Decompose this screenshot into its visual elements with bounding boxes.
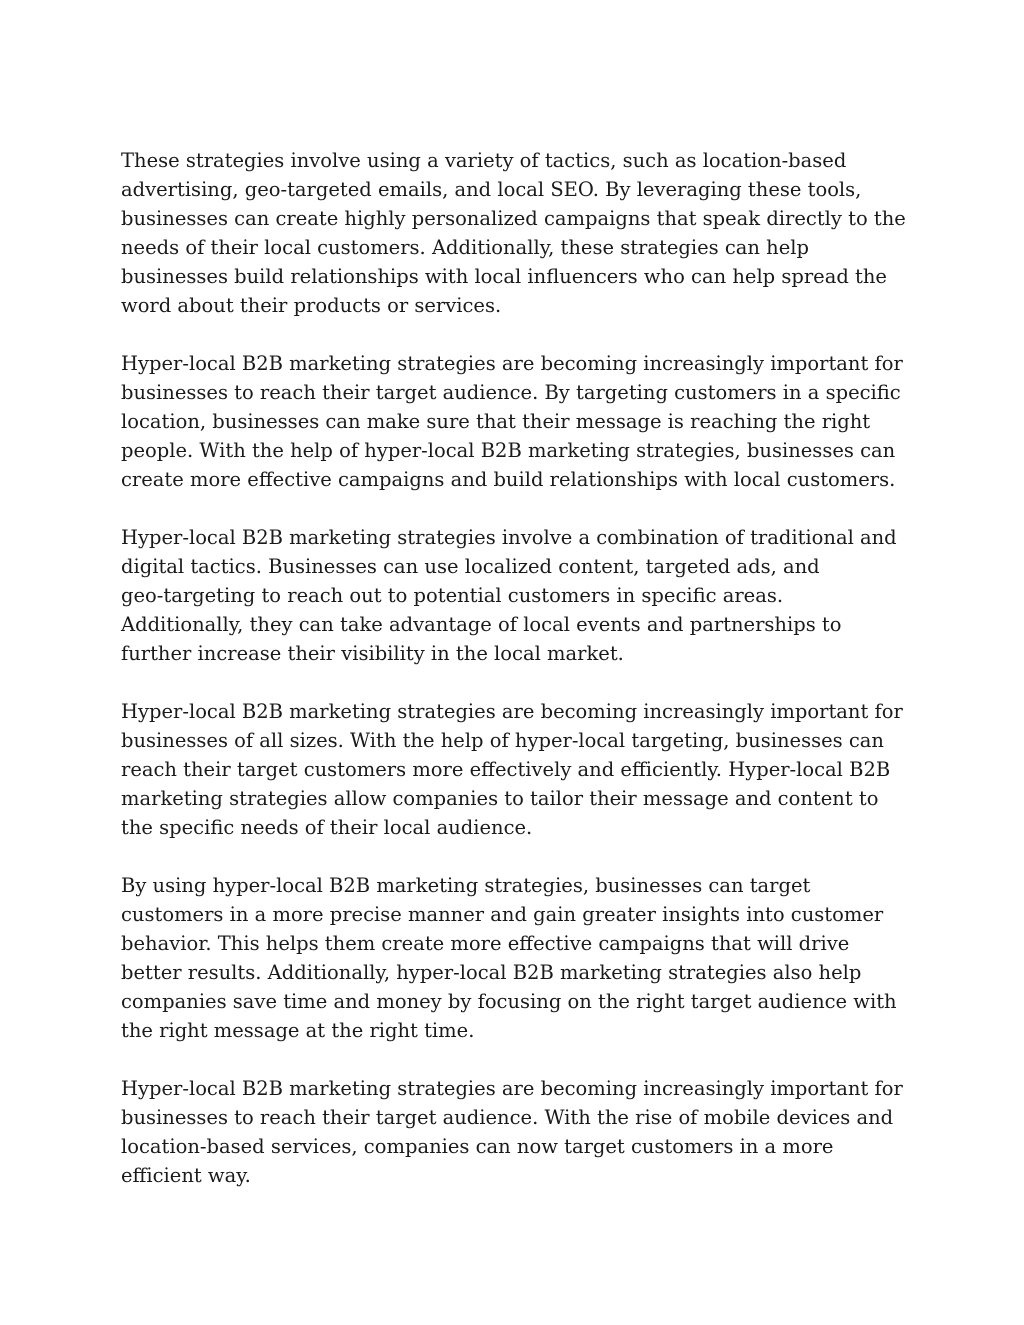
paragraph-line: Hyper-local B2B marketing strategies involve a combination of traditional and — [121, 526, 897, 549]
paragraph-line: location, businesses can make sure that their message is reaching the right — [121, 410, 871, 433]
paragraph-line: efficient way. — [121, 1164, 251, 1187]
paragraph-line: businesses of all sizes. With the help of hyper-local targeting, businesses can — [121, 729, 884, 752]
paragraph-3 — [121, 523, 911, 668]
paragraph-line: customers in a more precise manner and gain greater insights into customer — [121, 903, 884, 926]
paragraph-line: businesses to reach their target audience. With the rise of mobile devices and — [121, 1106, 894, 1129]
paragraph-line: needs of their local customers. Additionally, these strategies can help — [121, 236, 809, 259]
paragraph-line: the specific needs of their local audience. — [121, 816, 533, 839]
paragraph-line: businesses can create highly personalized campaigns that speak directly to the — [121, 207, 906, 230]
paragraph-line: Hyper-local B2B marketing strategies are becoming increasingly important for — [121, 1077, 903, 1100]
document-body — [121, 146, 911, 1219]
paragraph-line: These strategies involve using a variety of tactics, such as location-based — [121, 149, 847, 172]
paragraph-line: Hyper-local B2B marketing strategies are becoming increasingly important for — [121, 352, 903, 375]
paragraph-line: marketing strategies allow companies to tailor their message and content to — [121, 787, 879, 810]
paragraph-5 — [121, 871, 911, 1045]
paragraph-line: Hyper-local B2B marketing strategies are becoming increasingly important for — [121, 700, 903, 723]
paragraph-4 — [121, 697, 911, 842]
paragraph-line: further increase their visibility in the local market. — [121, 642, 624, 665]
paragraph-line: businesses build relationships with local influencers who can help spread the — [121, 265, 887, 288]
paragraph-2 — [121, 349, 911, 494]
paragraph-6 — [121, 1074, 911, 1190]
paragraph-line: the right message at the right time. — [121, 1019, 475, 1042]
paragraph-line: digital tactics. Businesses can use localized content, targeted ads, and — [121, 555, 820, 578]
paragraph-line: Additionally, they can take advantage of local events and partnerships to — [121, 613, 842, 636]
paragraph-line: location-based services, companies can now target customers in a more — [121, 1135, 834, 1158]
paragraph-line: businesses to reach their target audience. By targeting customers in a specific — [121, 381, 901, 404]
paragraph-line: By using hyper-local B2B marketing strategies, businesses can target — [121, 874, 811, 897]
paragraph-line: geo-targeting to reach out to potential customers in specific areas. — [121, 584, 784, 607]
paragraph-line: reach their target customers more effectively and efficiently. Hyper-local B2B — [121, 758, 891, 781]
paragraph-line: behavior. This helps them create more effective campaigns that will drive — [121, 932, 850, 955]
paragraph-line: people. With the help of hyper-local B2B marketing strategies, businesses can — [121, 439, 896, 462]
paragraph-1 — [121, 146, 911, 320]
paragraph-line: create more effective campaigns and build relationships with local customers. — [121, 468, 896, 491]
paragraph-line: better results. Additionally, hyper-local B2B marketing strategies also help — [121, 961, 862, 984]
paragraph-line: word about their products or services. — [121, 294, 502, 317]
paragraph-line: advertising, geo-targeted emails, and local SEO. By leveraging these tools, — [121, 178, 862, 201]
paragraph-line: companies save time and money by focusing on the right target audience with — [121, 990, 897, 1013]
